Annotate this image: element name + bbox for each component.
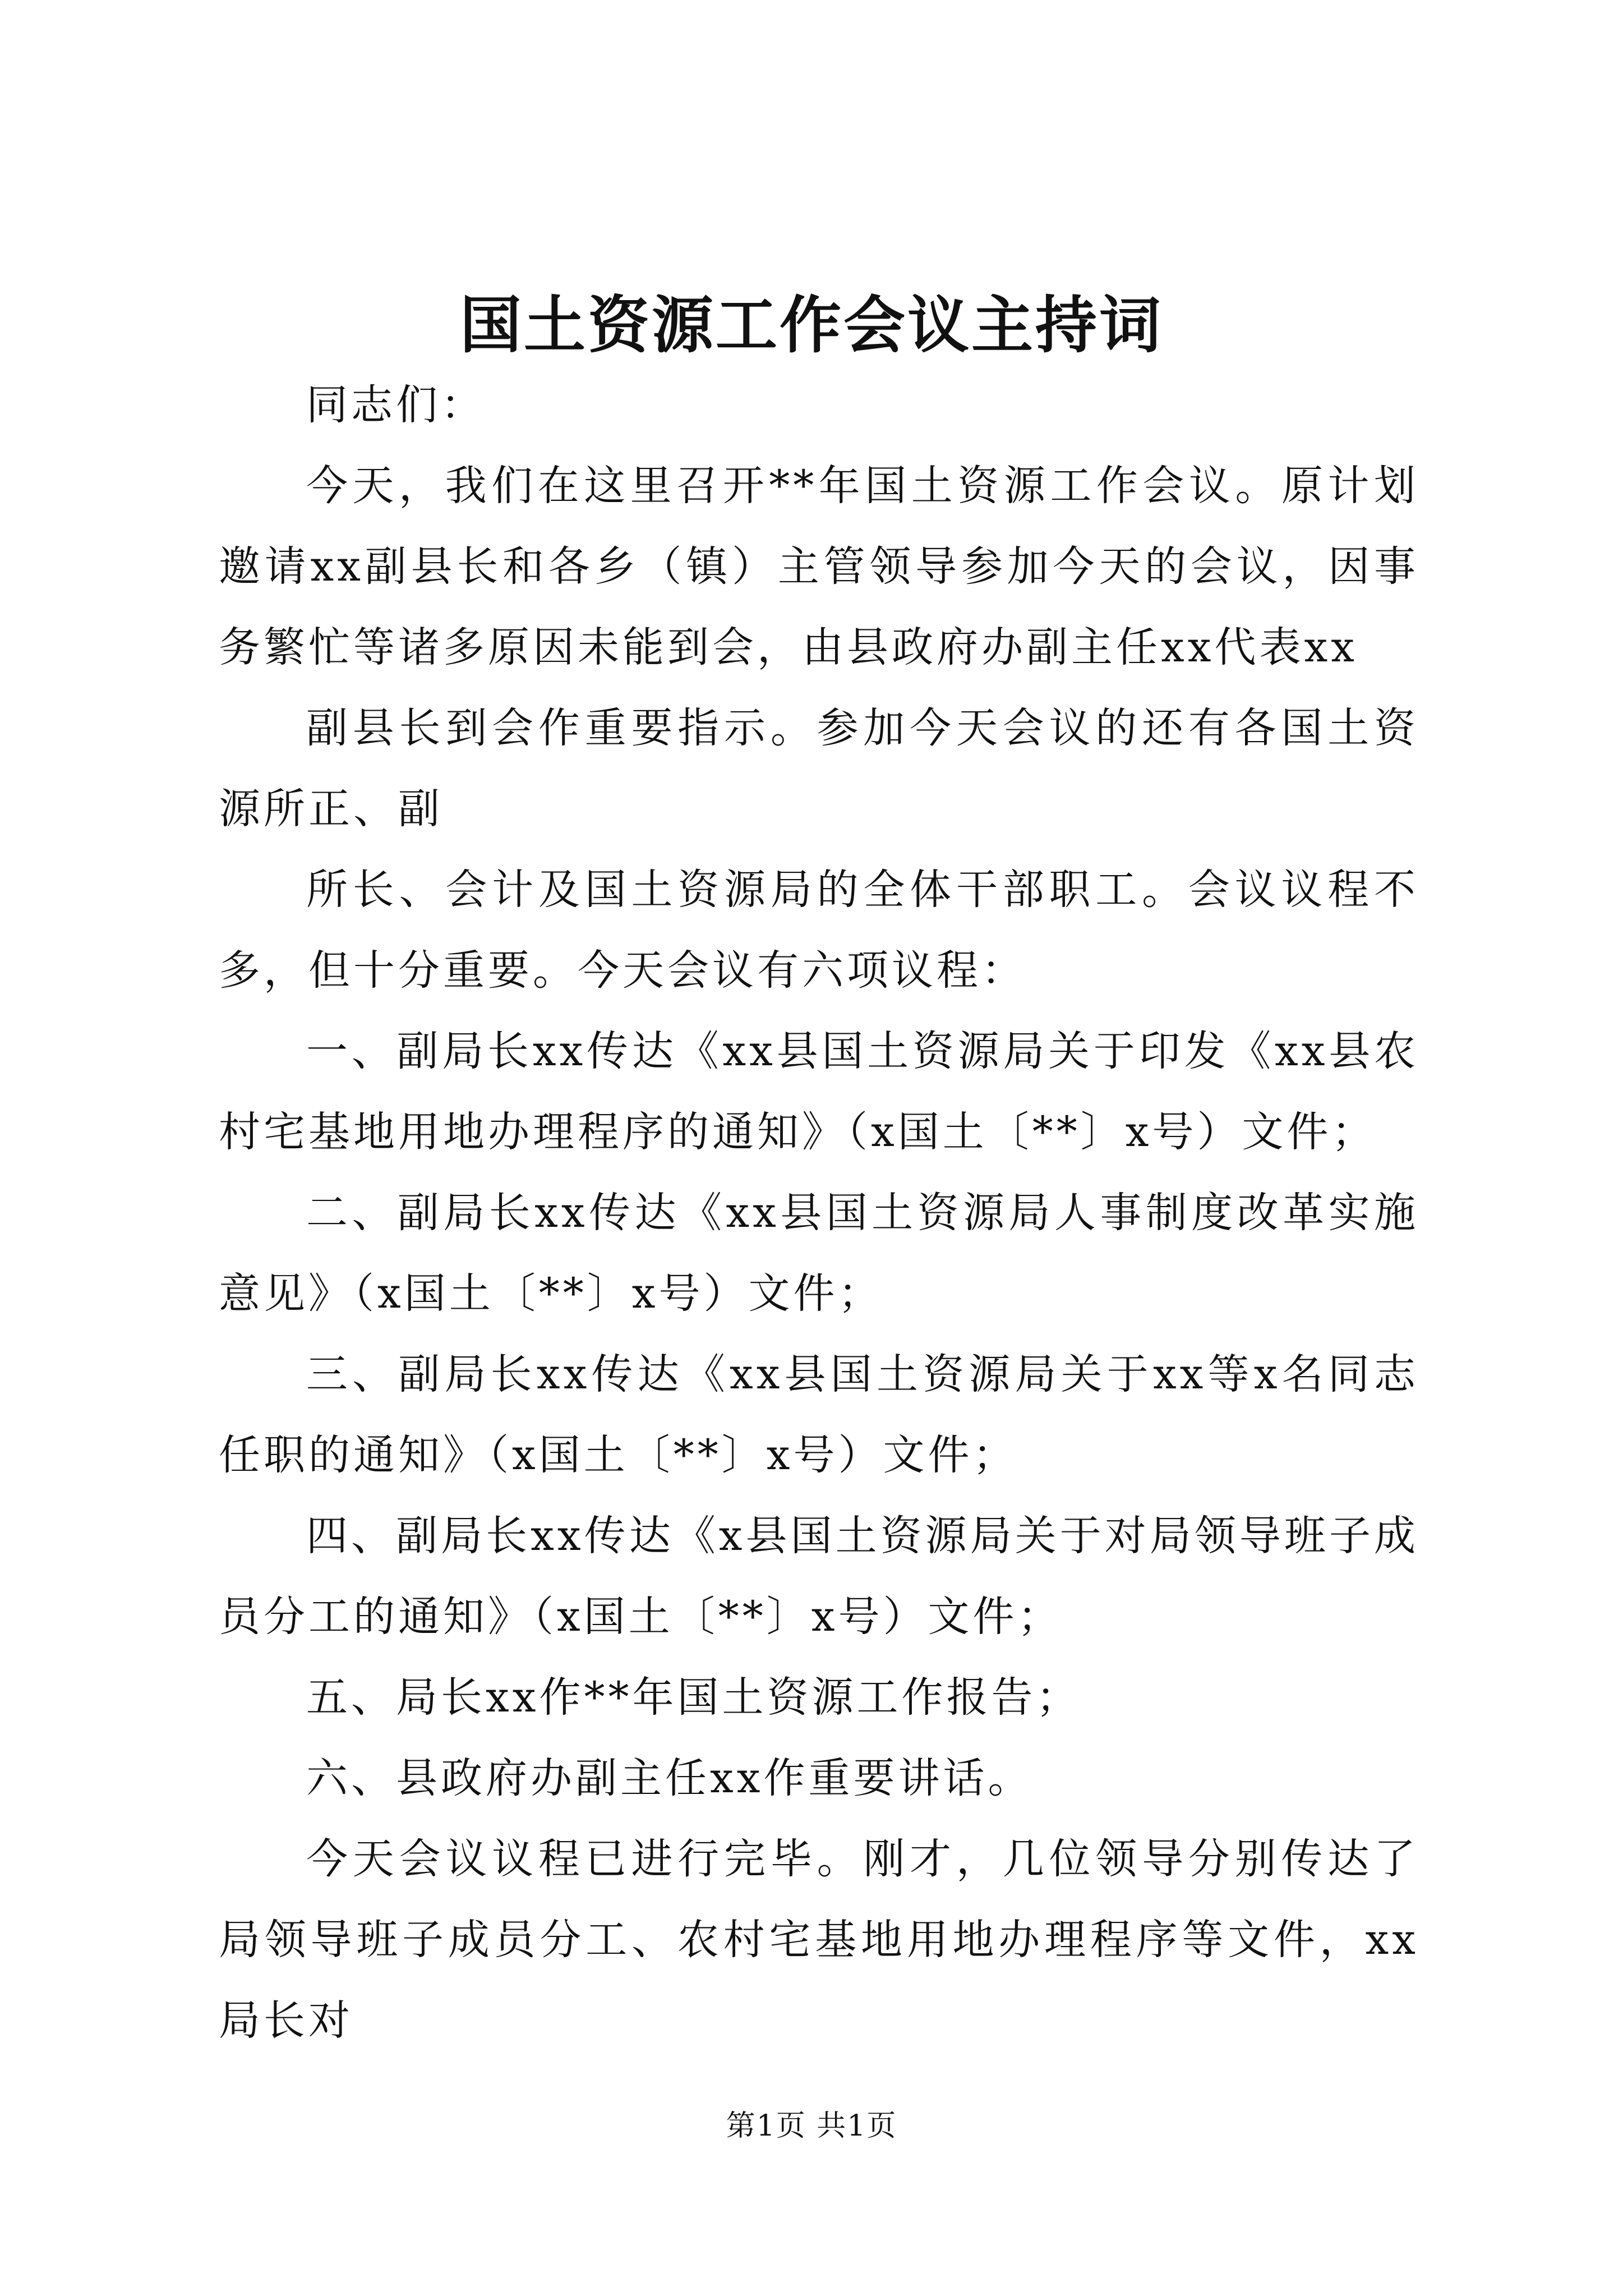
document-title: 国土资源工作会议主持词 [460,289,1163,361]
paragraph-salutation: 同志们： [306,381,486,429]
agenda-item-2: 二、副局长xx传达《xx县国土资源局人事制度改革实施意见》（x国土〔**〕x号）文件； [219,1189,1419,1318]
paragraph-attendees: 副县长到会作重要指示。参加今天会议的还有各国土资源所正、副 [219,704,1419,833]
document-body [219,365,1419,2061]
agenda-item-3: 三、副局长xx传达《xx县国土资源局关于xx等x名同志任职的通知》（x国土〔**〕x号）文件； [219,1350,1419,1479]
agenda-item-6: 六、县政府办副主任xx作重要讲话。 [306,1754,1033,1802]
paragraph-closing: 今天会议议程已进行完毕。刚才，几位领导分别传达了局领导班子成员分工、农村宅基地用地办理程序等文件，xx局长对 [219,1835,1419,2045]
agenda-item-5: 五、局长xx作**年国土资源工作报告； [306,1673,1081,1722]
paragraph-opening: 今天，我们在这里召开**年国土资源工作会议。原计划邀请xx副县长和各乡（镇）主管领导参加今天的会议，因事务繁忙等诸多原因未能到会，由县政府办副主任xx代表xx [219,462,1419,671]
page-number-footer: 第1页 共1页 [726,2109,897,2143]
agenda-item-1: 一、副局长xx传达《xx县国土资源局关于印发《xx县农村宅基地用地办理程序的通知》（x国土〔**〕x号）文件； [219,1027,1419,1156]
paragraph-agenda-intro: 所长、会计及国土资源局的全体干部职工。会议议程不多，但十分重要。今天会议有六项议程： [219,866,1419,995]
agenda-item-4: 四、副局长xx传达《x县国土资源局关于对局领导班子成员分工的通知》（x国土〔**〕x号）文件； [219,1512,1419,1641]
